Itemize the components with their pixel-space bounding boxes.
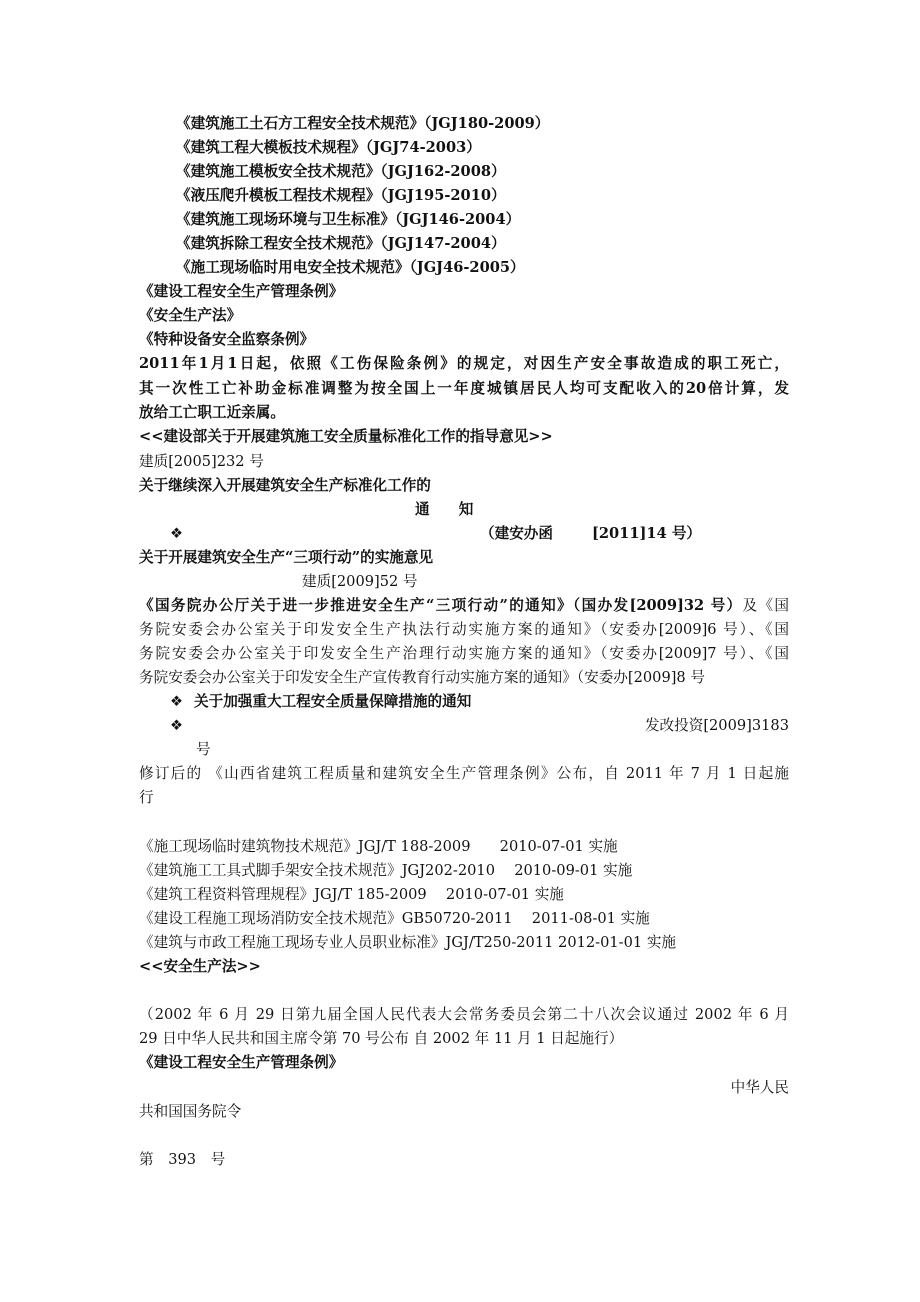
three-actions-paragraph-line: 务院安委会办公室关于印发安全生产治理行动实施方案的通知》（安委办[2009]7 号）、《国 — [139, 645, 789, 662]
safety-law-line: 29 日中华人民共和国主席令第 70 号公布 自 2002 年 11 月 1 日起施行） — [139, 1030, 624, 1047]
standard-item: 《建筑施工模板安全技术规范》（JGJ162-2008） — [176, 163, 506, 180]
implementation-item: 《建筑与市政工程施工现场专业人员职业标准》JGJ/T250-2011 2012-01-01 实施 — [139, 934, 677, 951]
regulation-title: 《特种设备安全监察条例》 — [139, 331, 315, 348]
implementation-item: 《建筑工程资料管理规程》JGJ/T 185-2009 2010-07-01 实施 — [139, 886, 564, 903]
major-projects-doc-row — [139, 714, 789, 738]
management-regulation-title: 《建设工程安全生产管理条例》 — [139, 1054, 344, 1071]
diamond-bullet-icon: ❖ — [170, 525, 184, 542]
issuer-line: 共和国国务院令 — [139, 1103, 242, 1120]
compensation-notice-line: 其一次性工亡补助金标准调整为按全国上一年度城镇居民人均可支配收入的20倍计算，发 — [139, 380, 789, 397]
notice-doc-number: （建安办函 — [480, 525, 553, 542]
shanxi-regulation-line: 行 — [139, 789, 154, 806]
standard-item: 《建筑施工土石方工程安全技术规范》（JGJ180-2009） — [176, 115, 550, 132]
compensation-notice-line: 放给工亡职工近亲属。 — [139, 404, 285, 421]
three-actions-title: 关于开展建筑安全生产“三项行动”的实施意见 — [139, 549, 434, 566]
notice-title: 关于继续深入开展建筑安全生产标准化工作的 — [139, 477, 431, 494]
guidance-title: <<建设部关于开展建筑施工安全质量标准化工作的指导意见>> — [139, 428, 553, 445]
major-projects-title: 关于加强重大工程安全质量保障措施的通知 — [194, 693, 472, 710]
implementation-item: 《建设工程施工现场消防安全技术规范》GB50720-2011 2011-08-01 实施 — [139, 910, 650, 927]
implementation-item: 《建筑施工工具式脚手架安全技术规范》JGJ202-2010 2010-09-01 实施 — [139, 862, 633, 879]
diamond-bullet-icon: ❖ — [170, 717, 184, 734]
three-actions-notice-ref: 《国务院办公厅关于进一步推进安全生产“三项行动”的通知》（国办发[2009]32 号） — [139, 597, 743, 614]
major-projects-doc-number-end: 号 — [196, 741, 211, 758]
standard-item: 《建筑施工现场环境与卫生标准》（JGJ146-2004） — [176, 211, 521, 228]
safety-law-title: <<安全生产法>> — [139, 958, 261, 975]
guidance-doc-number: 建质[2005]232 号 — [139, 453, 264, 470]
regulation-title: 《安全生产法》 — [139, 307, 242, 324]
standard-item: 《施工现场临时用电安全技术规范》（JGJ46-2005） — [176, 259, 525, 276]
notice-title-end: 通 知 — [415, 501, 474, 518]
safety-law-line: （2002 年 6 月 29 日第九届全国人民代表大会常务委员会第二十八次会议通过 2002 年 6 月 — [139, 1006, 789, 1023]
regulation-title: 《建设工程安全生产管理条例》 — [139, 283, 344, 300]
three-actions-paragraph-line: 《国务院办公厅关于进一步推进安全生产“三项行动”的通知》（国办发[2009]32 号）及《国 — [139, 597, 789, 614]
three-actions-paragraph-line: 务院安委会办公室关于印发安全生产宣传教育行动实施方案的通知》（安委办[2009]8 号 — [139, 669, 705, 686]
three-actions-doc-number: 建质[2009]52 号 — [302, 573, 418, 590]
standard-item: 《液压爬升模板工程技术规程》（JGJ195-2010） — [176, 187, 506, 204]
compensation-notice-line: 2011年1月1日起，依照《工伤保险条例》的规定，对因生产安全事故造成的职工死亡， — [139, 355, 789, 372]
diamond-bullet-icon: ❖ — [170, 693, 184, 710]
order-number: 第 393 号 — [139, 1151, 226, 1168]
issuer-line: 中华人民 — [730, 1079, 789, 1096]
major-projects-doc-number: 发改投资[2009]3183 — [644, 717, 789, 734]
three-actions-paragraph-line: 务院安委会办公室关于印发安全生产执法行动实施方案的通知》（安委办[2009]6 号）、《国 — [139, 621, 789, 638]
standard-item: 《建筑拆除工程安全技术规范》（JGJ147-2004） — [176, 235, 506, 252]
implementation-item: 《施工现场临时建筑物技术规范》JGJ/T 188-2009 2010-07-01 实施 — [139, 838, 618, 855]
notice-doc-number: [2011]14 号） — [592, 525, 702, 542]
standard-item: 《建筑工程大模板技术规程》（JGJ74-2003） — [176, 139, 481, 156]
shanxi-regulation-line: 修订后的 《山西省建筑工程质量和建筑安全生产管理条例》公布，自 2011 年 7 月 1 日起施 — [139, 765, 789, 782]
issuer-row — [139, 1076, 789, 1100]
